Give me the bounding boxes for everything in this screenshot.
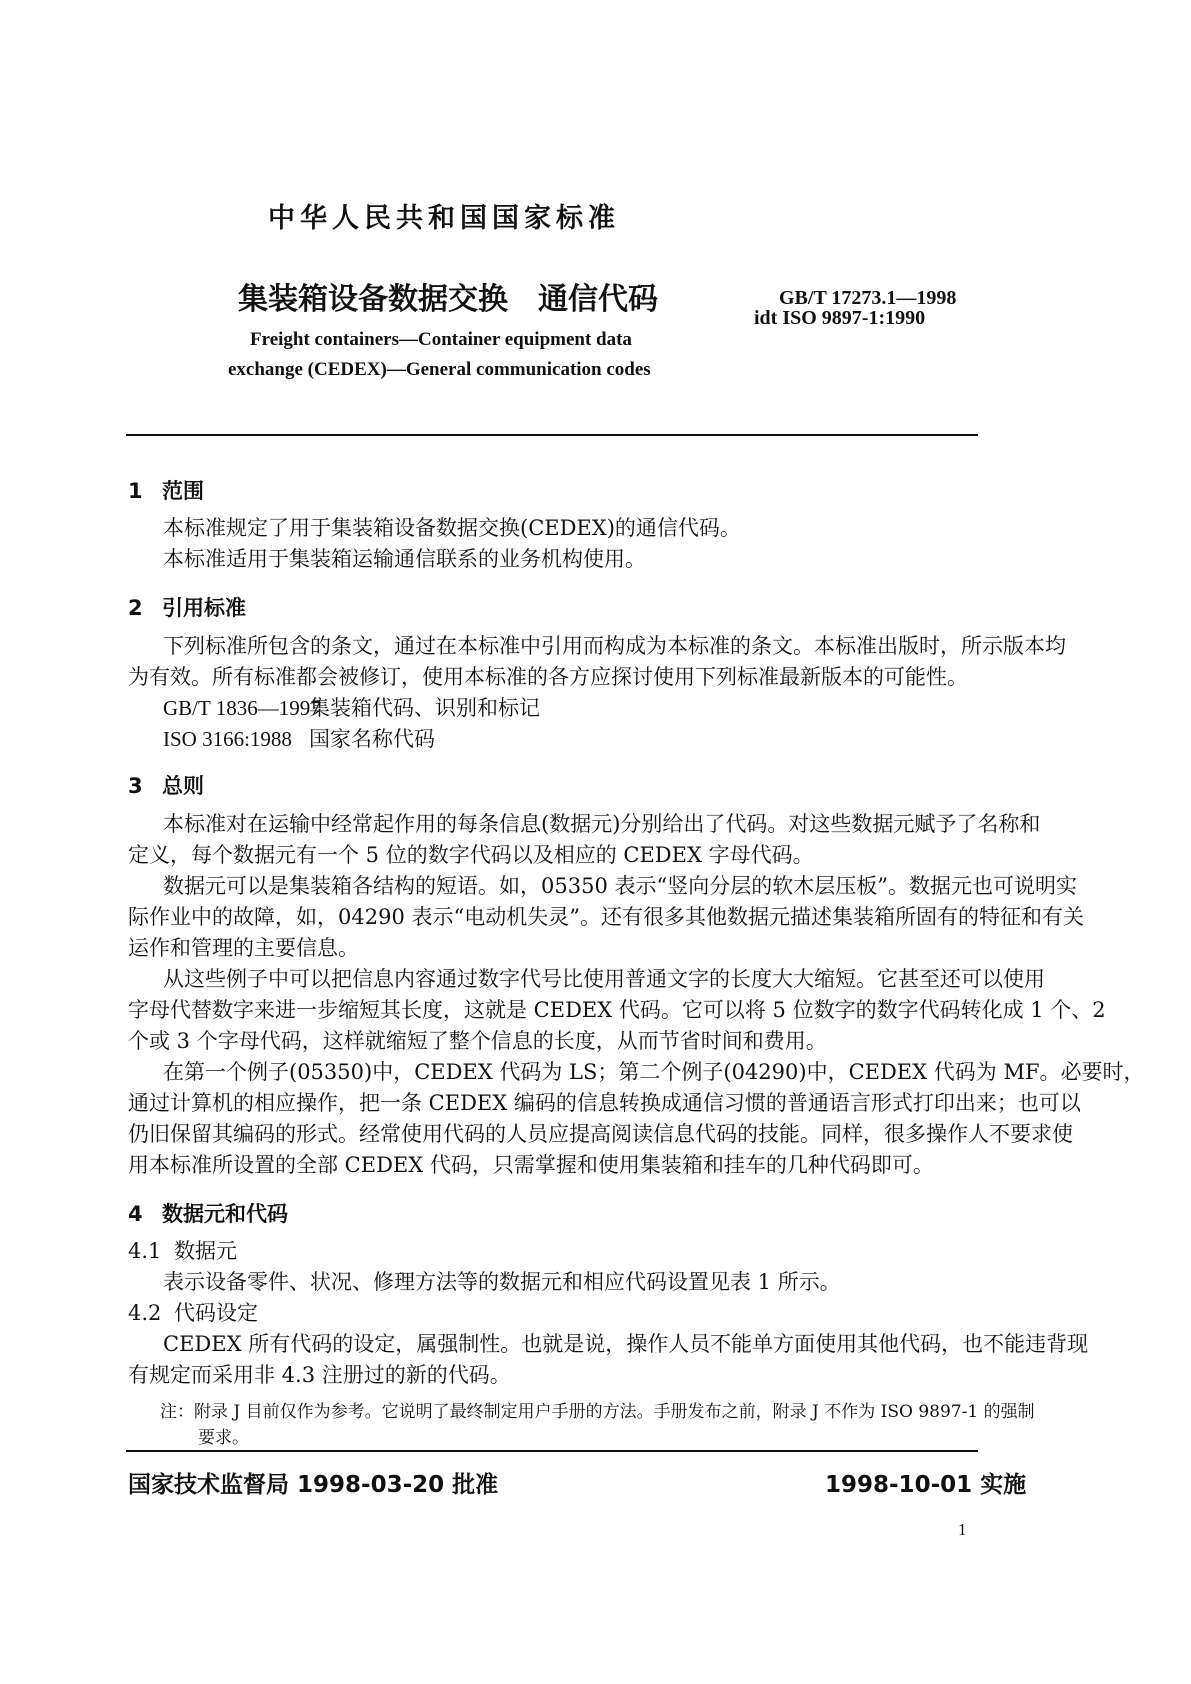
paragraph-line: 本标准对在运输中经常起作用的每条信息(数据元)分别给出了代码。对这些数据元赋予了名称和 bbox=[163, 812, 1041, 836]
document-title-en-line2: exchange (CEDEX)—General communication codes bbox=[228, 359, 651, 380]
reference-code: ISO 3166:1988 bbox=[163, 727, 292, 751]
paragraph-line: 为有效。所有标准都会被修订，使用本标准的各方应探讨使用下列标准最新版本的可能性。 bbox=[128, 665, 968, 689]
paragraph-line: CEDEX 所有代码的设定，属强制性。也就是说，操作人员不能单方面使用其他代码，也不能违背现 bbox=[163, 1332, 1089, 1356]
paragraph: 本标准规定了用于集装箱设备数据交换(CEDEX)的通信代码。 bbox=[163, 516, 741, 540]
section-4-heading bbox=[128, 1198, 288, 1228]
section-title: 总则 bbox=[162, 774, 204, 798]
paragraph-line: 从这些例子中可以把信息内容通过数字代号比使用普通文字的长度大大缩短。它甚至还可以使用 bbox=[163, 967, 1045, 991]
paragraph-line: 通过计算机的相应操作，把一条 CEDEX 编码的信息转换成通信习惯的普通语言形式打印出来；也可以 bbox=[128, 1091, 1081, 1115]
paragraph-line: 际作业中的故障，如，04290 表示“电动机失灵”。还有很多其他数据元描述集装箱所固有的特征和有关 bbox=[128, 905, 1084, 929]
effective-date: 1998-10-01 实施 bbox=[825, 1472, 1027, 1498]
reference-title: 集装箱代码、识别和标记 bbox=[309, 696, 540, 720]
subsection-title: 代码设定 bbox=[174, 1301, 258, 1325]
subsection-4-1-heading bbox=[128, 1236, 237, 1267]
reference-item bbox=[163, 693, 540, 724]
paragraph-line: 有规定而采用非 4.3 注册过的新的代码。 bbox=[128, 1363, 511, 1387]
approval-date: 国家技术监督局 1998-03-20 批准 bbox=[128, 1472, 499, 1498]
paragraph: 表示设备零件、状况、修理方法等的数据元和相应代码设置见表 1 所示。 bbox=[163, 1270, 841, 1294]
paragraph-line: 仍旧保留其编码的形式。经常使用代码的人员应提高阅读信息代码的技能。同样，很多操作人不要求使 bbox=[128, 1122, 1073, 1146]
paragraph-line: 运作和管理的主要信息。 bbox=[128, 936, 359, 960]
standard-code: GB/T 17273.1—1998 bbox=[779, 287, 957, 309]
country-standard-title: 中华人民共和国国家标准 bbox=[268, 203, 620, 234]
section-number: 4 bbox=[128, 1202, 143, 1226]
section-number: 2 bbox=[128, 596, 143, 620]
section-title: 数据元和代码 bbox=[162, 1202, 288, 1226]
subsection-title: 数据元 bbox=[174, 1239, 237, 1263]
section-title: 引用标准 bbox=[162, 596, 246, 620]
paragraph-line: 在第一个例子(05350)中，CEDEX 代码为 LS；第二个例子(04290)中，CEDEX 代码为 MF。必要时， bbox=[163, 1060, 1145, 1084]
idt-reference: idt ISO 9897-1:1990 bbox=[754, 307, 926, 329]
section-number: 1 bbox=[128, 479, 143, 503]
note-line: 注：附录 J 目前仅作为参考。它说明了最终制定用户手册的方法。手册发布之前，附录 J 不作为 ISO 9897-1 的强制 bbox=[160, 1402, 1035, 1422]
footer-divider bbox=[126, 1450, 978, 1452]
section-title: 范围 bbox=[162, 479, 204, 503]
document-title-en-line1: Freight containers—Container equipment data bbox=[250, 329, 632, 350]
page-number: 1 bbox=[958, 1520, 967, 1539]
note-line: 要求。 bbox=[198, 1428, 249, 1448]
header-divider bbox=[126, 434, 978, 436]
paragraph-line: 数据元可以是集装箱各结构的短语。如，05350 表示“竖向分层的软木层压板”。数据元也可说明实 bbox=[163, 874, 1077, 898]
reference-title: 国家名称代码 bbox=[309, 727, 435, 751]
subsection-number: 4.1 bbox=[128, 1239, 162, 1263]
paragraph-line: 下列标准所包含的条文，通过在本标准中引用而构成为本标准的条文。本标准出版时，所示版本均 bbox=[163, 634, 1066, 658]
section-1-heading bbox=[128, 475, 204, 505]
paragraph-line: 定义，每个数据元有一个 5 位的数字代码以及相应的 CEDEX 字母代码。 bbox=[128, 843, 814, 867]
paragraph-line: 用本标准所设置的全部 CEDEX 代码，只需掌握和使用集装箱和挂车的几种代码即可。 bbox=[128, 1153, 934, 1177]
subsection-4-2-heading bbox=[128, 1298, 258, 1329]
paragraph-line: 个或 3 个字母代码，这样就缩短了整个信息的长度，从而节省时间和费用。 bbox=[128, 1029, 827, 1053]
subsection-number: 4.2 bbox=[128, 1301, 162, 1325]
paragraph-line: 字母代替数字来进一步缩短其长度，这就是 CEDEX 代码。它可以将 5 位数字的数字代码转化成 1 个、2 bbox=[128, 998, 1106, 1022]
reference-code: GB/T 1836—1997 bbox=[163, 696, 321, 720]
section-number: 3 bbox=[128, 774, 143, 798]
paragraph: 本标准适用于集装箱运输通信联系的业务机构使用。 bbox=[163, 547, 646, 571]
reference-item bbox=[163, 724, 435, 755]
section-2-heading bbox=[128, 592, 246, 622]
document-title-cn: 集装箱设备数据交换 通信代码 bbox=[238, 282, 658, 317]
section-3-heading bbox=[128, 770, 204, 800]
